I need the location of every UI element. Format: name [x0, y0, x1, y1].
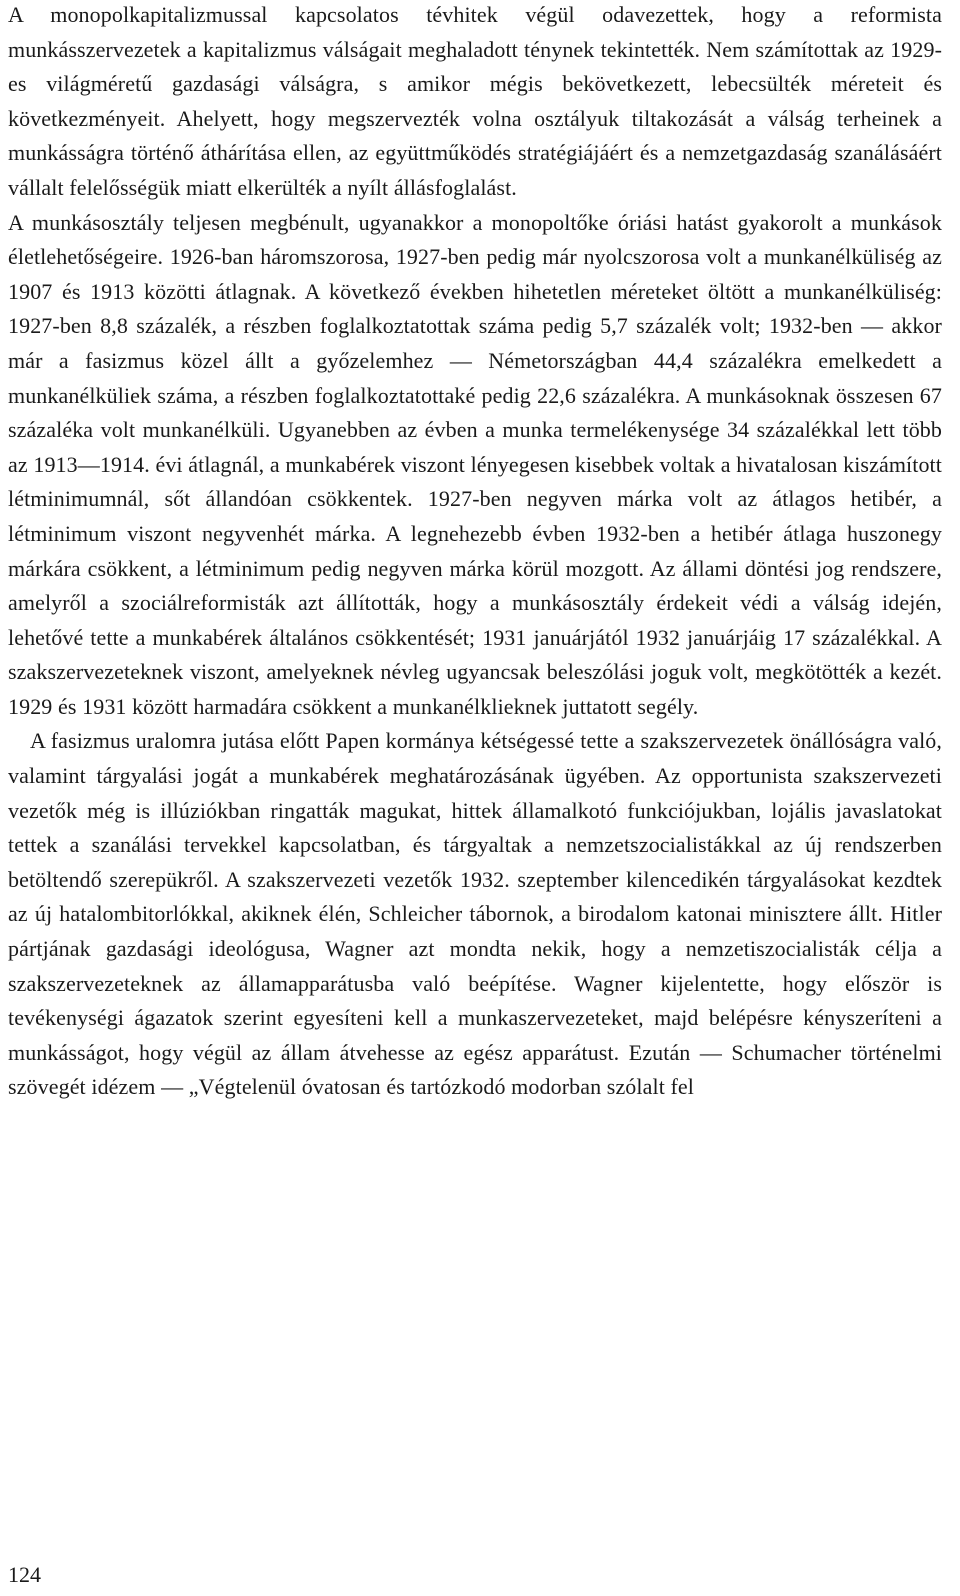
document-page [8, 0, 942, 1105]
paragraph-1: A monopolkapitalizmussal kapcsolatos tévhitek végül odavezettek, hogy a reformista munkásszervezetek a kapitalizmus válságait meghaladott ténynek tekintették. Nem számítottak az 1929-es világméretű gazdasági válságra, s amikor mégis bekövetkezett, lebecsülték méreteit és következményeit. Ahelyett, hogy megszervezték volna osztályuk tiltakozását a válság terheinek a munkásságra történő áthárítása ellen, az együttműködés stratégiájáért és a nemzetgazdaság szanálásáért vállalt felelősségük miatt elkerülték a nyílt állásfoglalást. [8, 2, 942, 200]
page-number: 124 [8, 1562, 41, 1587]
paragraph-3: A fasizmus uralomra jutása előtt Papen kormánya kétségessé tette a szakszervezetek önállóságra való, valamint tárgyalási jogát a munkabérek meghatározásának ügyében. Az opportunista szakszervezeti vezetők még is illúziókban ringatták magukat, hittek államalkotó funkciójukban, lojális javaslatokat tettek a szanálási tervekkel kapcsolatban, és tárgyaltak a nemzetszocialistákkal az új rendszerben betöltendő szerepükről. A szakszervezeti vezetők 1932. szeptember kilencedikén tárgyalásokat kezdtek az új hatalombitorlókkal, akiknek élén, Schleicher tábornok, a birodalom katonai minisztere állt. Hitler pártjának gazdasági ideológusa, Wagner azt mondta nekik, hogy a nemzetiszocialisták célja a szakszervezeteknek az államapparátusba való beépítése. Wagner kijelentette, hogy először is tevékenységi ágazatok szerint egyesíteni kell a munkaszervezeteket, majd belépésre kényszeríteni a munkásságot, hogy végül az állam átvehesse az egész apparátust. Ezután — Schumacher történelmi szövegét idézem — „Végtelenül óvatosan és tartózkodó modorban szólalt fel [8, 728, 942, 1100]
paragraph-2: A munkásosztály teljesen megbénult, ugyanakkor a monopoltőke óriási hatást gyakorolt a munkások életlehetőségeire. 1926-ban háromszorosa, 1927-ben pedig már nyolcszorosa volt a munkanélküliség az 1907 és 1913 közötti átlagnak. A következő években hihetetlen méreteket öltött a munkanélküliség: 1927-ben 8,8 százalék, a részben foglalkoztatottak száma pedig 5,7 százalék volt; 1932-ben — akkor már a fasizmus közel állt a győzelemhez — Németországban 44,4 százalékra emelkedett a munkanélküliek száma, a részben foglalkoztatottaké pedig 22,6 százalékra. A munkásoknak összesen 67 százaléka volt munkanélküli. Ugyanebben az évben a munka termelékenysége 34 százalékkal lett több az 1913—1914. évi átlagnál, a munkabérek viszont lényegesen kisebbek voltak a hivatalosan kiszámított létminimumnál, sőt állandóan csökkentek. 1927-ben negyven márka volt az átlagos hetibér, a létminimum viszont negyvenhét márka. A legnehezebb évben 1932-ben a hetibér átlaga huszonegy márkára csökkent, a létminimum pedig negyven márka körül mozgott. Az állami döntési jog rendszere, amelyről a szociálreformisták azt állították, hogy a munkásosztály érdekeit védi a válság idején, lehetővé tette a munkabérek általános csökkentését; 1931 januárjától 1932 januárjáig 17 százalékkal. A szakszervezeteknek viszont, amelyeknek névleg ugyancsak beleszólási joguk volt, megkötötték a kezét. 1929 és 1931 között harmadára csökkent a munkanélklieknek juttatott segély. [8, 209, 942, 719]
